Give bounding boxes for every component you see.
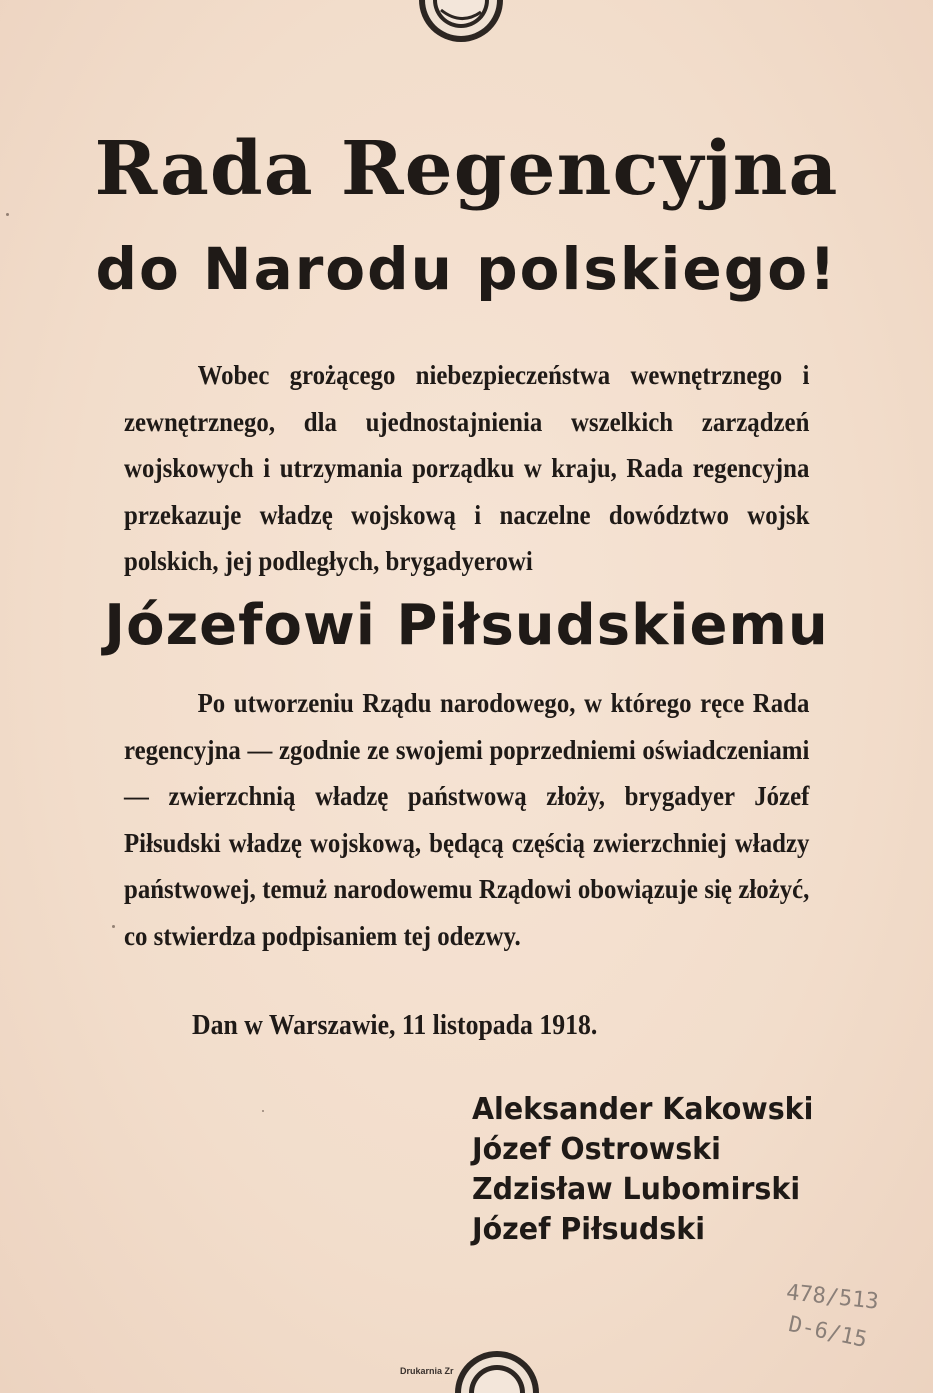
paper-speck — [112, 925, 115, 928]
paper-speck — [6, 213, 9, 216]
paper-speck — [262, 1110, 264, 1112]
signature-name: Aleksander Kakowski — [472, 1092, 814, 1127]
archive-mark-1: 478/513 — [784, 1280, 880, 1315]
signature-name: Józef Piłsudski — [472, 1212, 706, 1247]
paragraph-1 — [124, 352, 809, 585]
paragraph-1-text: Wobec grożącego niebezpieczeństwa wewnętrznego i zewnętrznego, dla ujednostajnienia wszelkich zarządzeń wojskowych i utrzymania porządku w kraju, Rada regencyjna przekazuje władzę wojskową i naczelne dowództwo wojsk polskich, jej podległych, brygadyerowi — [124, 360, 810, 576]
title-line-1: Rada Regencyjna — [94, 126, 839, 212]
signature-name: Józef Ostrowski — [472, 1132, 721, 1167]
paragraph-2 — [124, 680, 809, 959]
signature-name: Zdzisław Lubomirski — [472, 1172, 801, 1207]
title-line-2: do Narodu polskiego! — [95, 235, 838, 303]
signature-block — [472, 1090, 813, 1250]
paragraph-2-text: Po utworzeniu Rządu narodowego, w którego ręce Rada regencyjna — zgodnie ze swojemi poprzedniemi oświadczeniami — zwierzchnią władzę państwową złoży, brygadyer Józef Piłsudski władzę wojskową, będącą częścią zwierzchniej władzy państwowej, temuż narodowemu Rządowi obowiązuje się złożyć, co stwierdza podpisaniem tej odezwy. — [124, 688, 810, 951]
stamp-bottom-icon — [447, 1350, 547, 1393]
stamp-top-icon — [411, 0, 511, 56]
date-line: Dan w Warszawie, 11 listopada 1918. — [192, 1010, 598, 1041]
addressee-name: Józefowi Piłsudskiemu — [104, 593, 829, 658]
archive-mark-2: D-6/15 — [786, 1312, 870, 1353]
printer-mark: Drukarnia Zr — [400, 1366, 454, 1376]
